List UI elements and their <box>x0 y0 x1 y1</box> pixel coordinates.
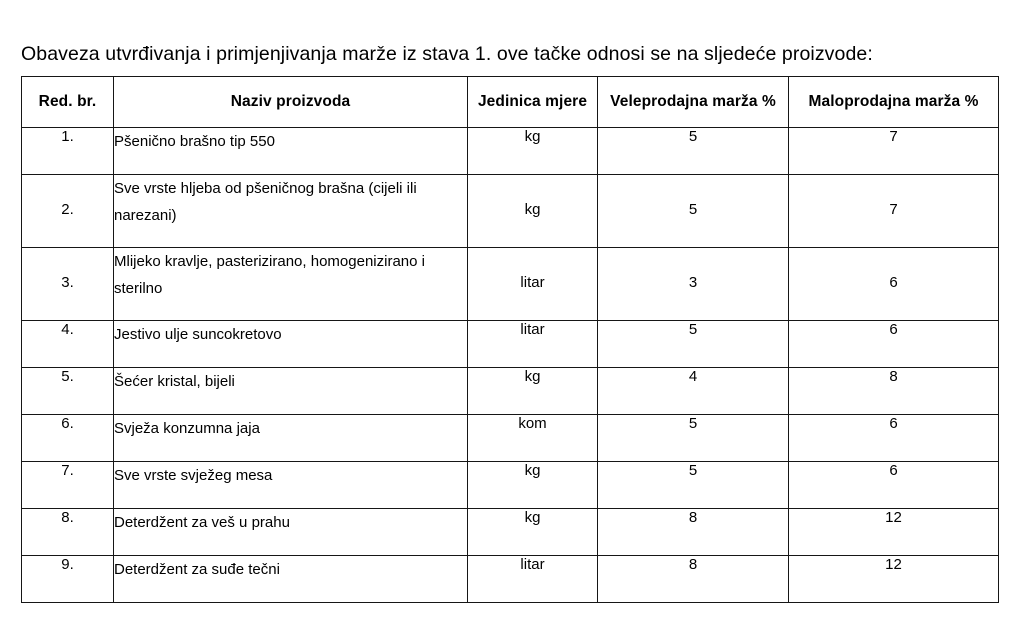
product-margin-table <box>21 76 999 603</box>
cell-unit: litar <box>468 248 598 321</box>
table-row <box>22 368 999 415</box>
cell-product-name: Sve vrste hljeba od pšeničnog brašna (cijeli ili narezani) <box>114 175 468 248</box>
cell-product-name: Svježa konzumna jaja <box>114 415 468 462</box>
cell-retail-margin: 7 <box>789 128 999 175</box>
cell-wholesale-margin: 5 <box>598 462 789 509</box>
column-header-number: Red. br. <box>22 77 114 128</box>
cell-unit: kg <box>468 175 598 248</box>
cell-wholesale-margin: 5 <box>598 415 789 462</box>
cell-retail-margin: 7 <box>789 175 999 248</box>
cell-wholesale-margin: 5 <box>598 128 789 175</box>
cell-number: 5. <box>22 368 114 415</box>
column-header-retail-margin: Maloprodajna marža % <box>789 77 999 128</box>
cell-product-name: Sve vrste svježeg mesa <box>114 462 468 509</box>
table-row <box>22 556 999 603</box>
column-header-unit: Jedinica mjere <box>468 77 598 128</box>
cell-retail-margin: 6 <box>789 462 999 509</box>
cell-product-name: Deterdžent za suđe tečni <box>114 556 468 603</box>
table-row <box>22 175 999 248</box>
cell-unit: kg <box>468 509 598 556</box>
cell-wholesale-margin: 8 <box>598 509 789 556</box>
table-row <box>22 248 999 321</box>
cell-retail-margin: 12 <box>789 509 999 556</box>
cell-unit: kg <box>468 128 598 175</box>
cell-unit: kg <box>468 462 598 509</box>
cell-retail-margin: 8 <box>789 368 999 415</box>
table-row <box>22 509 999 556</box>
cell-wholesale-margin: 4 <box>598 368 789 415</box>
cell-number: 7. <box>22 462 114 509</box>
cell-product-name: Deterdžent za veš u prahu <box>114 509 468 556</box>
cell-number: 1. <box>22 128 114 175</box>
table-row <box>22 462 999 509</box>
cell-number: 4. <box>22 321 114 368</box>
cell-retail-margin: 6 <box>789 248 999 321</box>
cell-wholesale-margin: 5 <box>598 321 789 368</box>
table-row <box>22 128 999 175</box>
cell-number: 3. <box>22 248 114 321</box>
table-row <box>22 321 999 368</box>
table-row <box>22 415 999 462</box>
cell-product-name: Jestivo ulje suncokretovo <box>114 321 468 368</box>
cell-number: 9. <box>22 556 114 603</box>
cell-product-name: Pšenično brašno tip 550 <box>114 128 468 175</box>
cell-unit: litar <box>468 556 598 603</box>
intro-paragraph: Obaveza utvrđivanja i primjenjivanja marže iz stava 1. ove tačke odnosi se na sljedeće proizvode: <box>21 42 873 65</box>
cell-retail-margin: 12 <box>789 556 999 603</box>
cell-product-name: Mlijeko kravlje, pasterizirano, homogenizirano i sterilno <box>114 248 468 321</box>
cell-number: 2. <box>22 175 114 248</box>
table-header-row <box>22 77 999 128</box>
column-header-wholesale-margin: Veleprodajna marža % <box>598 77 789 128</box>
column-header-product-name: Naziv proizvoda <box>114 77 468 128</box>
cell-unit: litar <box>468 321 598 368</box>
cell-product-name: Šećer kristal, bijeli <box>114 368 468 415</box>
cell-wholesale-margin: 3 <box>598 248 789 321</box>
cell-wholesale-margin: 8 <box>598 556 789 603</box>
cell-retail-margin: 6 <box>789 415 999 462</box>
cell-number: 6. <box>22 415 114 462</box>
cell-unit: kg <box>468 368 598 415</box>
cell-number: 8. <box>22 509 114 556</box>
table-body <box>22 128 999 603</box>
cell-unit: kom <box>468 415 598 462</box>
cell-retail-margin: 6 <box>789 321 999 368</box>
cell-wholesale-margin: 5 <box>598 175 789 248</box>
